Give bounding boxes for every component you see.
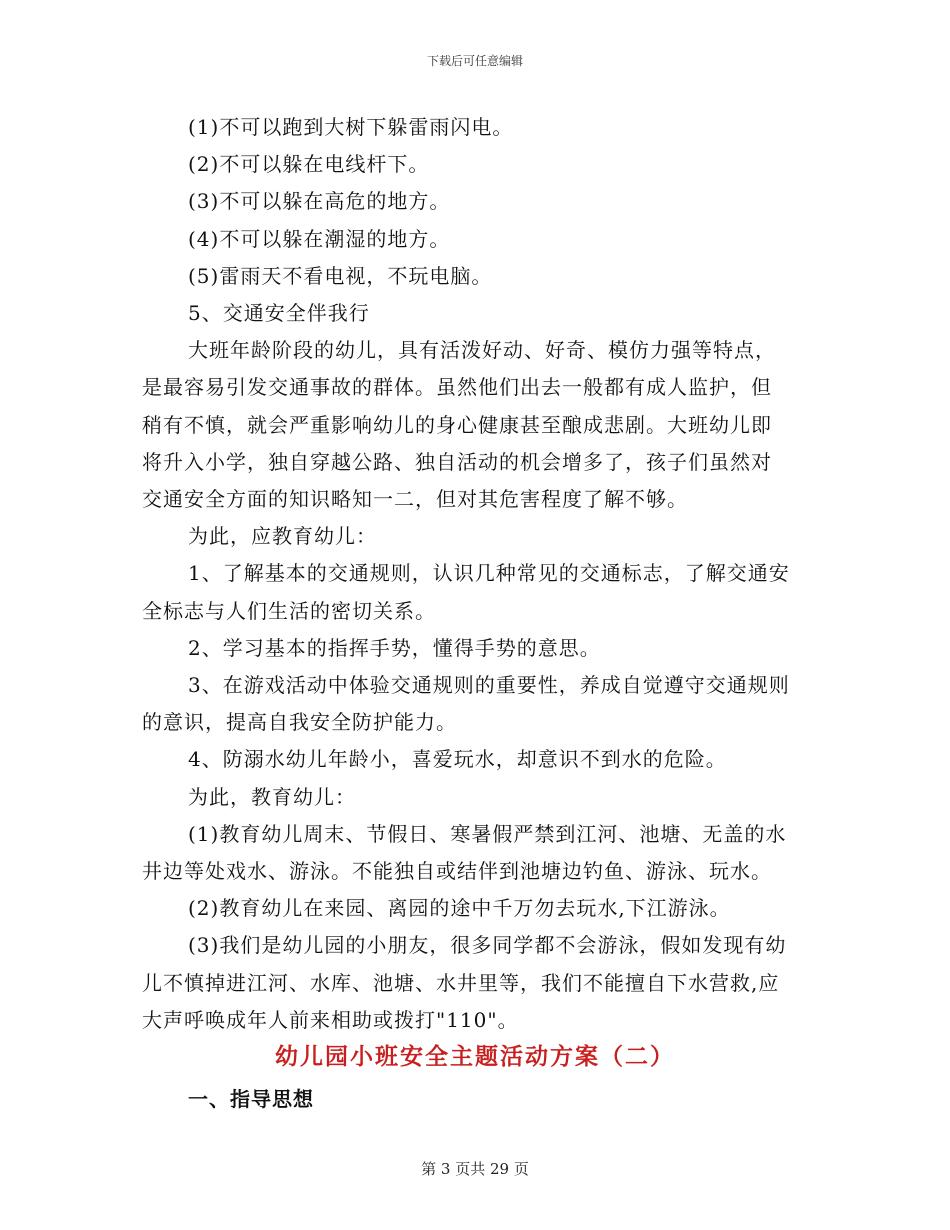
- paragraph-line: 大班年龄阶段的幼儿，具有活泼好动、好奇、模仿力强等特点，: [188, 338, 776, 362]
- paragraph-line: (3)不可以躲在高危的地方。: [188, 189, 451, 213]
- paragraph-line: (3)我们是幼儿园的小朋友，很多同学都不会游泳，假如发现有幼: [188, 933, 787, 957]
- paragraph-line: 井边等处戏水、游泳。不能独自或结伴到池塘边钓鱼、游泳、玩水。: [142, 859, 772, 883]
- page-header-note: 下载后可任意编辑: [426, 54, 523, 68]
- document-title: 幼儿园小班安全主题活动方案（二）: [275, 1043, 675, 1070]
- paragraph-line: 全标志与人们生活的密切关系。: [142, 599, 436, 623]
- paragraph-line: 为此，应教育幼儿：: [188, 524, 377, 548]
- paragraph-line: 的意识，提高自我安全防护能力。: [142, 710, 457, 734]
- paragraph-line: 3、在游戏活动中体验交通规则的重要性，养成自觉遵守交通规则: [188, 673, 790, 697]
- paragraph-line: 稍有不慎，就会严重影响幼儿的身心健康甚至酿成悲剧。大班幼儿即: [142, 413, 772, 437]
- paragraph-line: 是最容易引发交通事故的群体。虽然他们出去一般都有成人监护，但: [142, 375, 772, 399]
- paragraph-line: 5、交通安全伴我行: [188, 301, 370, 325]
- paragraph-line: (2)不可以躲在电线杆下。: [188, 152, 430, 176]
- page-footer: 第 3 页共 29 页: [421, 1160, 529, 1178]
- paragraph-line: 为此，教育幼儿：: [188, 785, 356, 809]
- paragraph-line: 将升入小学，独自穿越公路、独自活动的机会增多了，孩子们虽然对: [142, 450, 772, 474]
- paragraph-line: 1、了解基本的交通规则，认识几种常见的交通标志，了解交通安: [188, 561, 790, 585]
- paragraph-line: (2)教育幼儿在来园、离园的途中千万勿去玩水,下江游泳。: [188, 896, 731, 920]
- paragraph-line: 儿不慎掉进江河、水库、池塘、水井里等，我们不能擅自下水营救,应: [142, 971, 780, 995]
- paragraph-line: 4、防溺水幼儿年龄小，喜爱玩水，却意识不到水的危险。: [188, 747, 727, 771]
- section-heading: 一、指导思想: [188, 1087, 314, 1111]
- paragraph-line: 2、学习基本的指挥手势，懂得手势的意思。: [188, 636, 601, 660]
- paragraph-line: (1)教育幼儿周末、节假日、寒暑假严禁到江河、池塘、无盖的水: [188, 822, 787, 846]
- paragraph-line: (1)不可以跑到大树下躲雷雨闪电。: [188, 115, 514, 139]
- paragraph-line: 交通安全方面的知识略知一二，但对其危害程度了解不够。: [142, 487, 688, 511]
- paragraph-line: (5)雷雨天不看电视，不玩电脑。: [188, 264, 493, 288]
- paragraph-line: 大声呼唤成年人前来相助或拨打"110"。: [142, 1008, 519, 1032]
- paragraph-line: (4)不可以躲在潮湿的地方。: [188, 227, 451, 251]
